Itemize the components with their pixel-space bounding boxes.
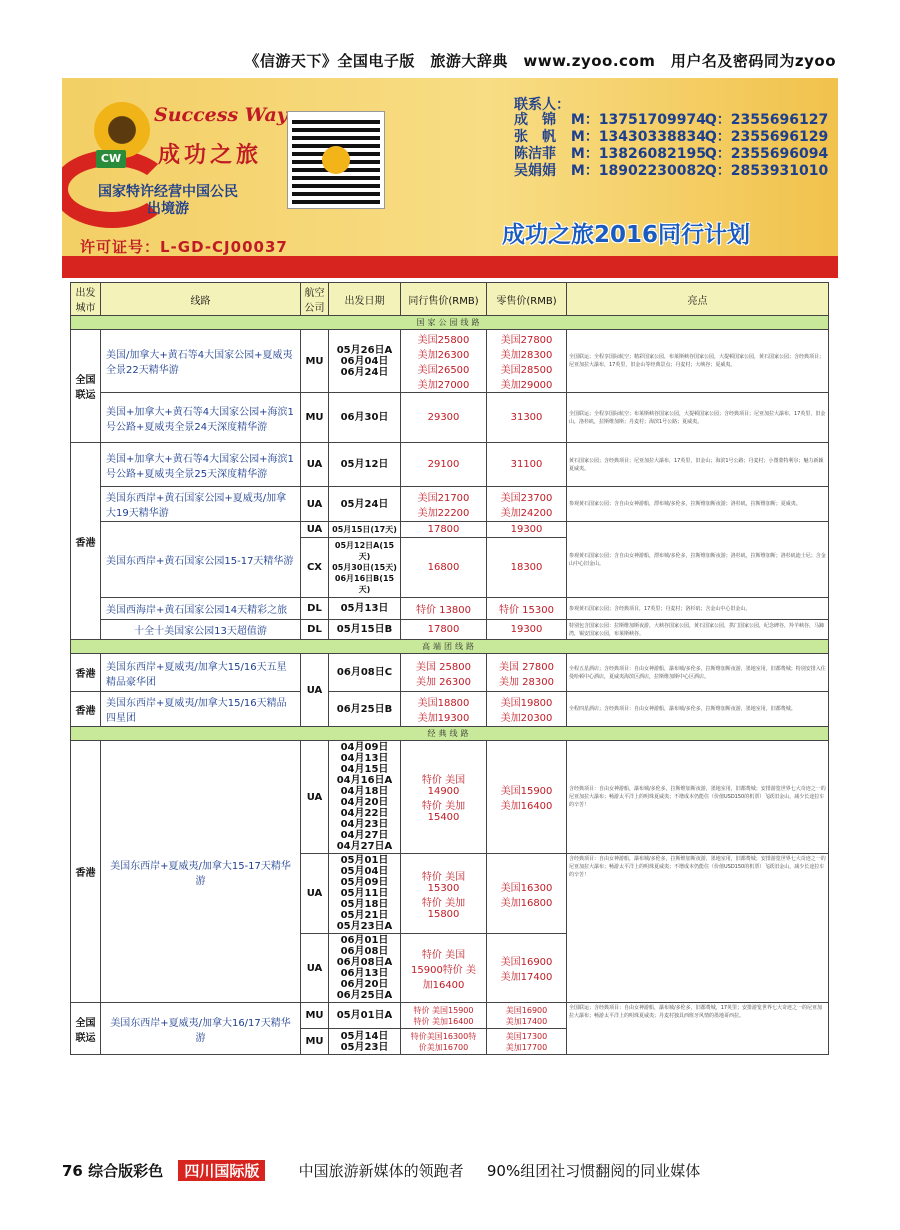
city-cell: 香港 [71,654,101,692]
highlights-cell: 全程五星酒店；含经典项目：自由女神游船，瀑布城/多伦多，拉斯维加斯夜游，墨地室用，旧都费城；特别安排入住曼哈顿中心酒店，夏威夷海滨区酒店，拉斯维加斯中心区酒店。 [567,654,829,692]
retail-price-cell: 19300 [487,522,567,538]
trade-price-cell: 美国18800 美加19300 [401,692,487,727]
table-row [71,692,829,727]
retail-price-cell: 特价 15300 [487,598,567,620]
edition-badge: 四川国际版 [178,1160,265,1181]
retail-price-cell: 19300 [487,620,567,640]
contact-row: 张 帆 M：13430338834Q：2355696129 [514,129,829,145]
table-row [71,522,829,538]
date-cell: 06月25日B [329,692,401,727]
date-cell: 05月24日 [329,487,401,522]
date-cell: 05月01日 05月04日 05月09日 05月11日 05月18日 05月21日 05月23日A [329,854,401,934]
trade-price-cell: 特价 美国 15900特价 美 加16400 [401,934,487,1003]
footer-slogan-1: 中国旅游新媒体的领跑者 [298,1162,464,1180]
highlights-cell: 参观黄石国家公园；含自由女神游船，漂布城/多伦多，拉斯维加斯夜游；洛杉矶，拉斯维加斯；洛杉矶迪士尼；含金山中心旧金山。 [567,522,829,598]
section-national-parks: 国家公园线路 [71,316,829,330]
airline-cell: MU [301,393,329,443]
header-city: 出发城市 [71,283,101,316]
table-row [71,443,829,487]
date-cell: 05月15日B [329,620,401,640]
banner [62,78,838,256]
trade-price-cell: 美国 25800 美加 26300 [401,654,487,692]
cert-line-2: 出境游 [147,201,189,217]
logo-english: Success Way [154,104,288,126]
date-cell: 06月01日 06月08日 06月08日A 06月13日 06月20日 06月25日A [329,934,401,1003]
retail-price-cell: 18300 [487,538,567,598]
contact-row: 陈洁菲 M：13826082195Q：2355696094 [514,146,829,162]
date-cell: 06月08日C [329,654,401,692]
header-banner-text: 《信游天下》全国电子版 旅游大辞典 www.zyoo.com 用户名及密码同为zyoo [244,52,836,70]
trade-price-cell: 特价 13800 [401,598,487,620]
header-retail-price: 零售价(RMB) [487,283,567,316]
contact-title: 联系人： [514,97,570,113]
certification [98,184,238,218]
retail-price-cell: 美国15900 美加16400 [487,741,567,854]
route-cell: 美国东西岸+夏威夷/加拿大15/16天五星精品豪华团 [101,654,301,692]
trade-price-cell: 特价 美国15900 特价 美加16400 [401,1003,487,1029]
table-row [71,654,829,692]
date-cell: 04月09日 04月13日 04月15日 04月16日A 04月18日 04月20日 04月22日 04月23日 04月27日 04月27日A [329,741,401,854]
route-cell: 美国西海岸+黄石国家公园14天精彩之旅 [101,598,301,620]
trade-price-cell: 美国25800 美加26300 美国26500 美加27000 [401,330,487,393]
retail-price-cell: 美国16300 美加16800 [487,854,567,934]
red-divider [62,256,838,278]
trade-price-cell: 特价 美国 15300 特价 美加 15800 [401,854,487,934]
highlights-cell: 全国联运；全程享国际航空；精彩国家公园，布莱斯峡谷国家公园，大提顿国家公园，黄石国家公园；含经典项目；尼亚加拉大瀑布，17英里，旧金山等经典景点；丹麦村；大峡谷；夏威夷。 [567,330,829,393]
retail-price-cell: 美国17300 美加17700 [487,1029,567,1055]
trade-price-cell: 29100 [401,443,487,487]
airline-cell: MU [301,330,329,393]
header-highlights: 亮点 [567,283,829,316]
qr-code-icon[interactable] [288,112,384,208]
table-row [71,330,829,393]
airline-cell: DL [301,598,329,620]
route-cell: 美国东西岸+夏威夷/加拿大15-17天精华游 [101,741,301,1003]
date-cell: 05月15日(17天) [329,522,401,538]
section-premium: 高端团线路 [71,640,829,654]
trade-price-cell: 17800 [401,620,487,640]
route-cell: 美国/加拿大+黄石等4大国家公园+夏威夷全景22天精华游 [101,330,301,393]
highlights-cell: 特别包含国家公园：拉斯维加斯夜游，大峡谷国家公园，黄石国家公园，拱门国家公园，纪念碑谷，羚羊峡谷，马蹄湾，锡安国家公园，布莱斯峡谷。 [567,620,829,640]
highlights-cell: 黄石国家公园；含经典项目；尼亚加拉大瀑布，17英里，旧金山；海滨1号公路；丹麦村；小图蒙特利尔；魅力新颖夏威夷。 [567,443,829,487]
trade-price-cell: 17800 [401,522,487,538]
airline-cell: DL [301,620,329,640]
date-cell: 05月12日 [329,443,401,487]
cert-line-1: 国家特许经营中国公民 [98,184,238,200]
edition-label: 综合版彩色 [88,1162,164,1180]
contact-list [514,112,828,180]
cw-logo: CW [96,150,126,168]
airline-cell: UA [301,487,329,522]
highlights-cell: 含经典项目：自由女神游船，瀑布城/多伦多，拉斯维加斯夜游，墨地室用，旧都费城；安排游览世界七大奇迹之一的尼亚加拉大瀑布；畅游太平洋上的明珠夏威夷；不增成本仍能住（价值USD150的机票）飞跃旧金山，减少长途拉车的辛苦！ [567,854,829,1003]
header-trade-price: 同行售价(RMB) [401,283,487,316]
date-cell: 05月13日 [329,598,401,620]
page-number: 76 [62,1162,83,1180]
trade-price-cell: 特价 美国 14900 特价 美加 15400 [401,741,487,854]
route-cell: 十全十美国家公园13天超值游 [101,620,301,640]
date-cell: 05月01日A [329,1003,401,1029]
retail-price-cell: 31300 [487,393,567,443]
highlights-cell: 含经典项目：自由女神游船，瀑布城/多伦多，拉斯维加斯夜游，墨地室用，旧都费城；安排游览世界七大奇迹之一的尼亚加拉大瀑布；畅游太平洋上的明珠夏威夷；不增成本仍能住（价值USD150的机票）飞跃旧金山，减少长途拉车的辛苦！ [567,741,829,854]
route-cell: 美国东西岸+夏威夷/加拿大16/17天精华游 [101,1003,301,1055]
license-number: 许可证号：L-GD-CJ00037 [80,238,288,256]
city-cell: 全国联运 [71,1003,101,1055]
airline-cell: CX [301,538,329,598]
retail-price-cell: 美国16900 美加17400 [487,934,567,1003]
airline-cell: UA [301,654,329,727]
table-header-row [71,283,829,316]
page-content [62,78,838,1154]
header-route: 线路 [101,283,301,316]
header-date: 出发日期 [329,283,401,316]
city-cell: 全国联运 [71,330,101,443]
trade-price-cell: 特价美国16300特 价美加16700 [401,1029,487,1055]
airline-cell: MU [301,1003,329,1029]
table-row [71,598,829,620]
logo-chinese: 成功之旅 [158,143,263,168]
itinerary-table [70,282,829,1055]
retail-price-cell: 美国27800 美加28300 美国28500 美加29000 [487,330,567,393]
route-cell: 美国+加拿大+黄石等4大国家公园+海滨1号公路+夏威夷全景25天深度精华游 [101,443,301,487]
route-cell: 美国东西岸+夏威夷/加拿大15/16天精品四星团 [101,692,301,727]
highlights-cell: 参观黄石国家公园；含经典项目，17英里；丹麦村；洛杉矶；含金山中心旧金山。 [567,598,829,620]
table-row [71,1003,829,1029]
route-cell: 美国+加拿大+黄石等4大国家公园+海滨1号公路+夏威夷全景24天深度精华游 [101,393,301,443]
trade-price-cell: 美国21700 美加22200 [401,487,487,522]
retail-price-cell: 美国16900 美加17400 [487,1003,567,1029]
highlights-cell: 全国联运；含经典项目：自由女神游船，瀑布城/多伦多，旧都费城，17英里；安排游览世界七大奇迹之一的尼亚加拉大瀑布；畅游太平洋上的明珠夏威夷；丹麦村独具西班牙风情的墨地哥西拉。 [567,1003,829,1055]
table-row [71,620,829,640]
date-cell: 05月12日A(15天) 05月30日(15天) 06月16日B(15天) [329,538,401,598]
date-cell: 06月30日 [329,393,401,443]
footer [62,1160,700,1181]
airline-cell: UA [301,443,329,487]
city-cell: 香港 [71,692,101,727]
retail-price-cell: 美国 27800 美加 28300 [487,654,567,692]
highlights-cell: 参观黄石国家公园；含自由女神游船，漂布城/多伦多，拉斯维加斯夜游；洛杉矶，拉斯维加斯；夏威夷。 [567,487,829,522]
airline-cell: UA [301,522,329,538]
footer-slogan-2: 90%组团社习惯翻阅的同业媒体 [486,1162,701,1180]
plan-title: 成功之旅2016同行计划 [502,222,751,248]
table-row [71,393,829,443]
city-cell: 香港 [71,741,101,1003]
city-cell: 香港 [71,443,101,640]
airline-cell: UA [301,741,329,854]
contact-row: 成 锦 M：13751709974Q：2355696127 [514,112,829,128]
section-classic: 经典线路 [71,727,829,741]
retail-price-cell: 美国19800 美加20300 [487,692,567,727]
trade-price-cell: 16800 [401,538,487,598]
contact-row: 吴娟娟 M：18902230082Q：2853931010 [514,163,829,179]
route-cell: 美国东西岸+黄石国家公园+夏威夷/加拿大19天精华游 [101,487,301,522]
highlights-cell: 全国联运；全程享国际航空；布莱斯峡谷国家公园，大提顿国家公园；含经典项目；尼亚加拉大瀑布，17英里，旧金山，洛杉矶，拉斯维加斯；丹麦村；海滨1号公路；夏威夷。 [567,393,829,443]
date-cell: 05月14日 05月23日 [329,1029,401,1055]
airline-cell: UA [301,854,329,934]
header-airline: 航空公司 [301,283,329,316]
table-row [71,487,829,522]
airline-cell: UA [301,934,329,1003]
retail-price-cell: 31100 [487,443,567,487]
table-row [71,741,829,854]
trade-price-cell: 29300 [401,393,487,443]
highlights-cell: 全程四星酒店；含经典项目：自由女神游船，瀑布城/多伦多，拉斯维加斯夜游，墨地室用，旧都费城。 [567,692,829,727]
date-cell: 05月26日A 06月04日 06月24日 [329,330,401,393]
route-cell: 美国东西岸+黄石国家公园15-17天精华游 [101,522,301,598]
airline-cell: MU [301,1029,329,1055]
retail-price-cell: 美国23700 美加24200 [487,487,567,522]
